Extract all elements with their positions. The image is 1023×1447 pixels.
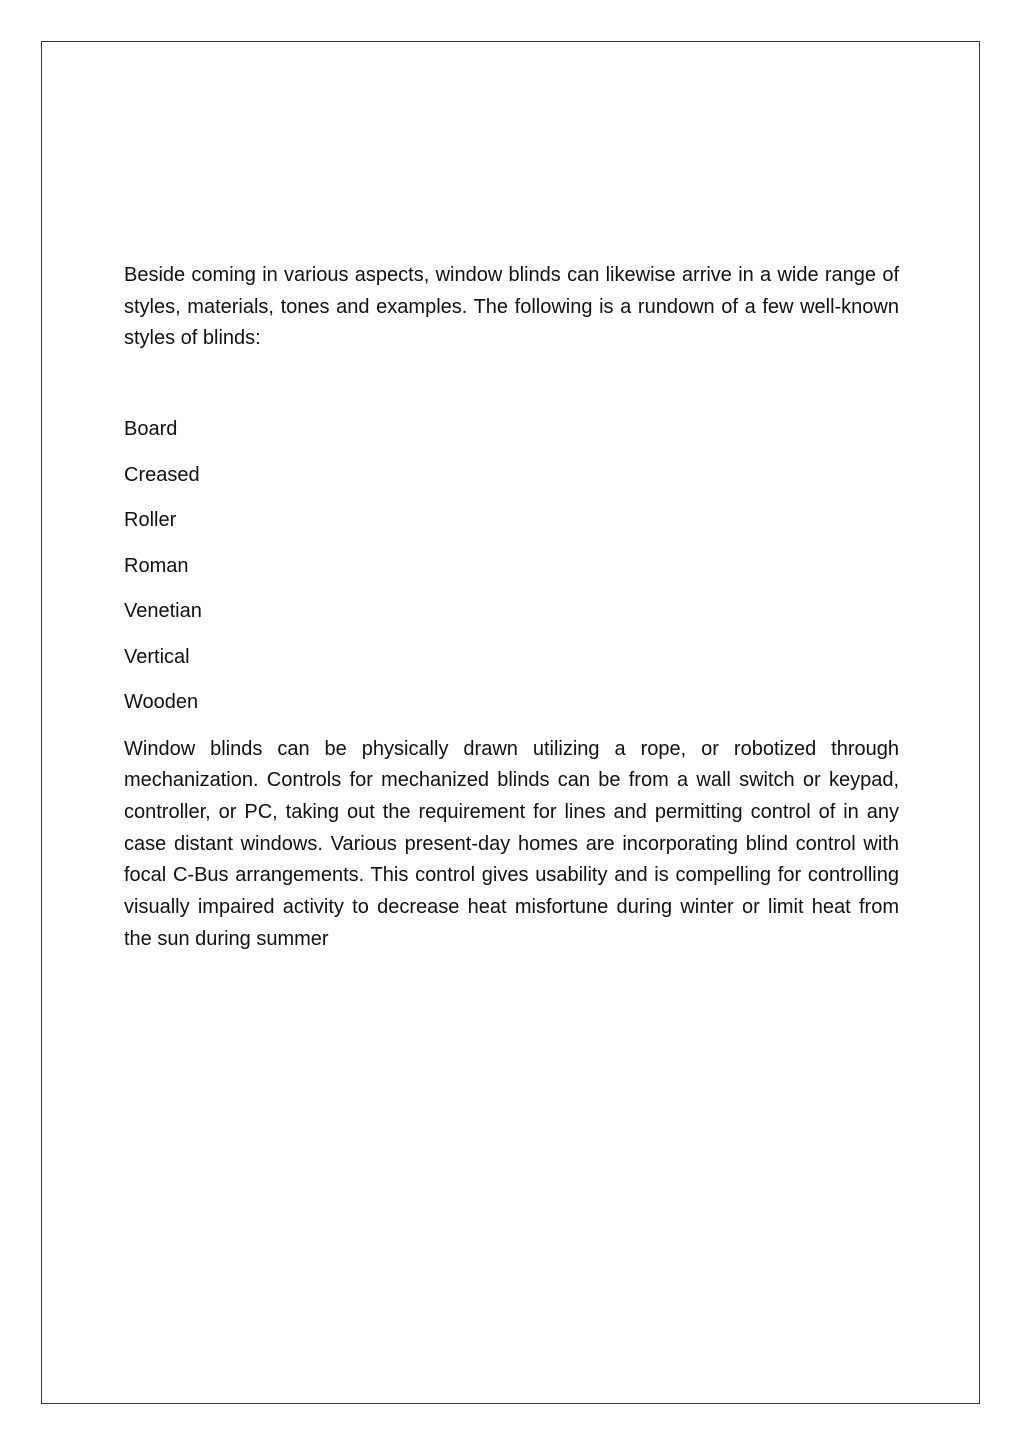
- intro-paragraph: Beside coming in various aspects, window blinds can likewise arrive in a wide range of styles, materials, tones and examples. The following is a rundown of a few well-known styles of blinds:: [124, 264, 899, 350]
- list-item: Board: [124, 418, 178, 441]
- list-item: Venetian: [124, 600, 202, 623]
- document-body: [124, 260, 899, 956]
- blind-styles-list: [124, 414, 899, 733]
- closing-paragraph: Window blinds can be physically drawn utilizing a rope, or robotized through mechanization. Controls for mechanized blinds can be from a wall switch or keypad, controller, or PC, taking out the requirement for lines and permitting control of in any case distant windows. Various present-day homes are incorporating blind control with focal C-Bus arrangements. This control gives usability and is compelling for controlling visually impaired activity to decrease heat misfortune during winter or limit heat from the sun during summer: [124, 737, 899, 950]
- list-item: Vertical: [124, 645, 190, 668]
- list-item: Roman: [124, 554, 189, 577]
- list-item: Creased: [124, 463, 200, 486]
- list-item: Roller: [124, 509, 177, 532]
- list-item: Wooden: [124, 691, 199, 714]
